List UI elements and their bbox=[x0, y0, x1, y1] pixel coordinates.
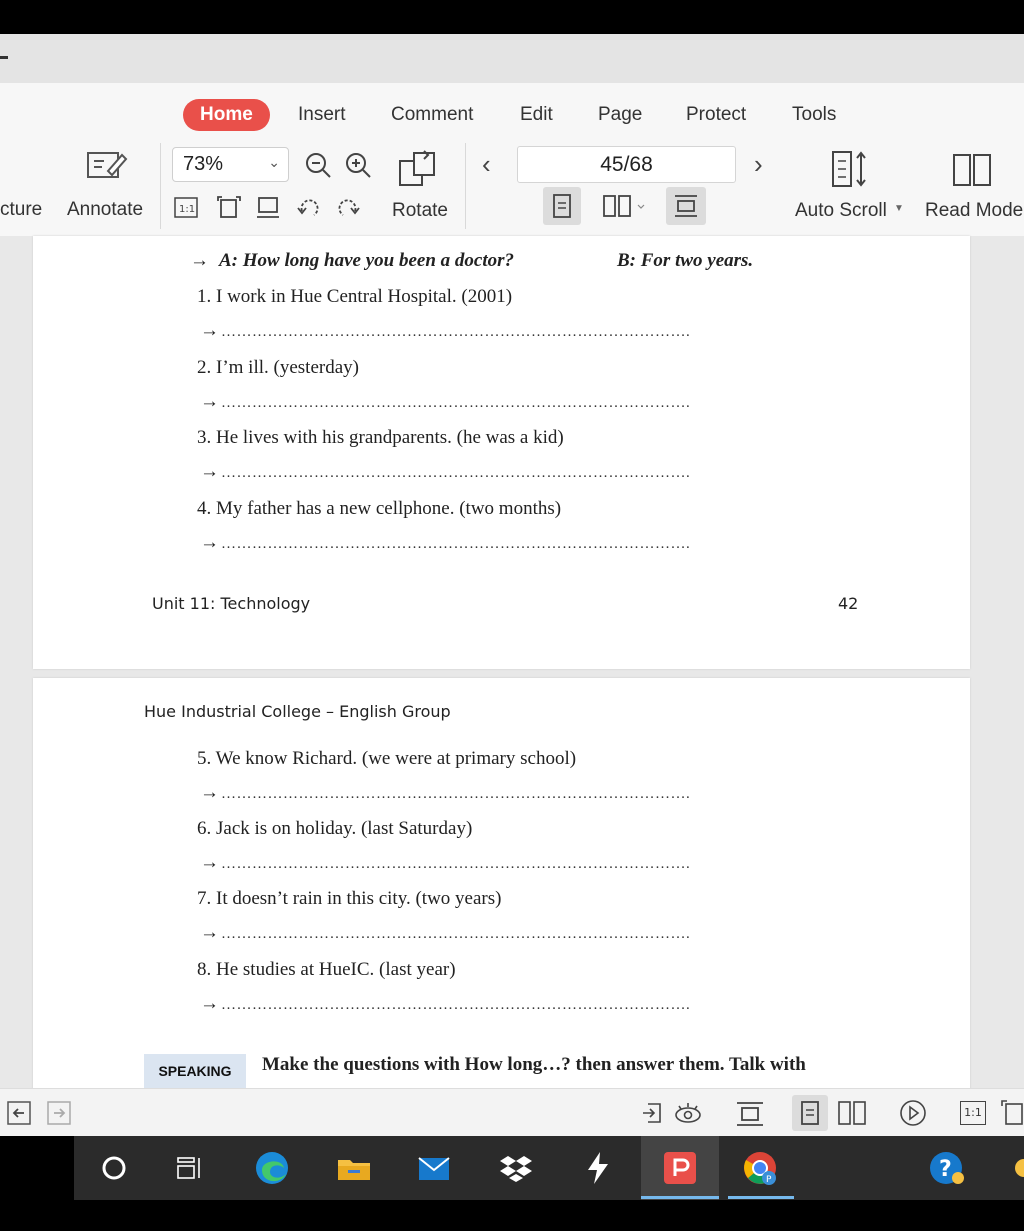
answer-arrow: → bbox=[200, 461, 219, 482]
page-header: Hue Industrial College – English Group bbox=[144, 702, 451, 721]
answer-arrow: → bbox=[200, 782, 219, 803]
file-explorer-icon[interactable] bbox=[336, 1150, 372, 1186]
edge-browser-icon[interactable] bbox=[254, 1150, 290, 1186]
tab-edit[interactable]: Edit bbox=[520, 104, 553, 125]
answer-line[interactable]: ………………………………………………………………………………. bbox=[221, 536, 691, 552]
example-arrow: → bbox=[190, 250, 209, 271]
chrome-icon[interactable] bbox=[742, 1150, 778, 1186]
answer-arrow: → bbox=[200, 320, 219, 341]
exercise-item-6: 6. Jack is on holiday. (last Saturday) bbox=[197, 818, 473, 839]
svg-text:1:1: 1:1 bbox=[179, 204, 196, 215]
exercise-item-5: 5. We know Richard. (we were at primary school) bbox=[197, 748, 577, 769]
exercise-item-2: 2. I’m ill. (yesterday) bbox=[197, 357, 359, 378]
exercise-item-8: 8. He studies at HueIC. (last year) bbox=[197, 959, 456, 980]
window-dash bbox=[0, 56, 8, 59]
chevron-down-icon: ⌄ bbox=[268, 154, 280, 170]
actual-size-button[interactable]: 1:1 bbox=[960, 1101, 986, 1125]
answer-line[interactable]: ………………………………………………………………………………. bbox=[221, 856, 691, 872]
rotate-left-icon[interactable] bbox=[296, 195, 322, 221]
weather-icon[interactable] bbox=[1010, 1150, 1024, 1186]
task-view-icon[interactable] bbox=[172, 1150, 208, 1186]
tab-comment[interactable]: Comment bbox=[391, 104, 474, 125]
answer-line[interactable]: ………………………………………………………………………………. bbox=[221, 465, 691, 481]
single-page-button[interactable] bbox=[543, 187, 581, 225]
answer-arrow: → bbox=[200, 391, 219, 412]
status-bar bbox=[0, 1088, 1024, 1137]
answer-line[interactable]: ………………………………………………………………………………. bbox=[221, 997, 691, 1013]
example-question: A: How long have you been a doctor? bbox=[219, 250, 515, 271]
page-number-field[interactable]: 45/68 bbox=[517, 146, 736, 183]
speaking-instruction: Make the questions with How long…? then answer them. Talk with bbox=[262, 1054, 806, 1075]
auto-scroll-label[interactable]: Auto Scroll bbox=[795, 200, 887, 221]
page-footer-unit: Unit 11: Technology bbox=[152, 594, 311, 613]
exercise-item-7: 7. It doesn’t rain in this city. (two years) bbox=[197, 888, 502, 909]
read-mode-label[interactable]: Read Mode bbox=[925, 200, 1024, 221]
tab-protect[interactable]: Protect bbox=[686, 104, 747, 125]
exit-icon[interactable] bbox=[640, 1100, 664, 1126]
zoom-value: 73% bbox=[183, 153, 224, 175]
search-circle-icon[interactable] bbox=[96, 1150, 132, 1186]
exercise-item-4: 4. My father has a new cellphone. (two months) bbox=[197, 498, 562, 519]
answer-line[interactable]: ………………………………………………………………………………. bbox=[221, 395, 691, 411]
answer-arrow: → bbox=[200, 532, 219, 553]
separator bbox=[465, 143, 466, 229]
title-bar bbox=[0, 34, 1024, 83]
single-page-icon bbox=[543, 187, 581, 225]
document-area bbox=[0, 236, 1024, 1088]
answer-arrow: → bbox=[200, 852, 219, 873]
fit-width-icon[interactable] bbox=[255, 195, 281, 221]
annotate-label[interactable]: Annotate bbox=[67, 199, 144, 220]
single-page-button[interactable] bbox=[792, 1095, 828, 1131]
tab-home[interactable]: Home bbox=[183, 99, 270, 131]
chevron-down-icon[interactable]: ▼ bbox=[894, 203, 904, 214]
rotate-label[interactable]: Rotate bbox=[392, 200, 448, 221]
lightning-app-icon[interactable] bbox=[580, 1150, 616, 1186]
running-indicator bbox=[728, 1196, 794, 1199]
answer-arrow: → bbox=[200, 993, 219, 1014]
read-mode-icon[interactable] bbox=[950, 151, 994, 189]
active-indicator bbox=[641, 1196, 719, 1199]
tab-insert[interactable]: Insert bbox=[298, 104, 346, 125]
eye-protection-icon[interactable] bbox=[673, 1099, 703, 1127]
single-page-icon bbox=[792, 1095, 828, 1131]
exercise-item-1: 1. I work in Hue Central Hospital. (2001) bbox=[197, 286, 513, 307]
pdf-page-42 bbox=[33, 236, 970, 669]
start-area bbox=[0, 1136, 74, 1200]
answer-line[interactable]: ………………………………………………………………………………. bbox=[221, 926, 691, 942]
mail-icon[interactable] bbox=[416, 1150, 452, 1186]
double-page-icon[interactable] bbox=[600, 193, 648, 221]
pdf-reader-icon[interactable] bbox=[662, 1150, 698, 1186]
example-answer: B: For two years. bbox=[617, 250, 754, 271]
ribbon bbox=[0, 83, 1024, 237]
continuous-scroll-icon[interactable] bbox=[733, 1099, 767, 1129]
zoom-out-icon[interactable] bbox=[303, 150, 333, 180]
actual-size-icon[interactable] bbox=[174, 197, 200, 219]
forward-arrow-icon[interactable] bbox=[47, 1101, 71, 1125]
exercise-item-3: 3. He lives with his grandparents. (he was a kid) bbox=[197, 427, 564, 448]
play-icon[interactable] bbox=[899, 1099, 927, 1127]
auto-scroll-icon[interactable] bbox=[830, 149, 870, 189]
page-number: 42 bbox=[838, 594, 859, 613]
next-page-icon[interactable]: › bbox=[754, 149, 763, 179]
fit-page-icon[interactable] bbox=[216, 195, 242, 221]
annotate-icon[interactable] bbox=[86, 149, 128, 185]
continuous-scroll-button[interactable] bbox=[666, 187, 706, 225]
rotate-right-icon[interactable] bbox=[335, 195, 361, 221]
speaking-badge: SPEAKING bbox=[144, 1054, 246, 1088]
answer-arrow: → bbox=[200, 922, 219, 943]
rotate-icon[interactable] bbox=[398, 149, 440, 189]
svg-text:?: ? bbox=[939, 1157, 952, 1182]
tab-tools[interactable]: Tools bbox=[792, 104, 837, 125]
zoom-select[interactable] bbox=[172, 147, 289, 182]
svg-text:P: P bbox=[766, 1175, 772, 1185]
picture-button-label[interactable]: cture bbox=[0, 199, 43, 220]
prev-page-icon[interactable]: ‹ bbox=[482, 149, 491, 179]
tab-page[interactable]: Page bbox=[598, 104, 643, 125]
pdf-page-43 bbox=[33, 678, 970, 1098]
zoom-in-icon[interactable] bbox=[343, 150, 373, 180]
continuous-scroll-icon bbox=[666, 187, 706, 225]
back-arrow-icon[interactable] bbox=[7, 1101, 31, 1125]
separator bbox=[160, 143, 161, 229]
help-icon[interactable] bbox=[928, 1150, 964, 1186]
answer-line[interactable]: ………………………………………………………………………………. bbox=[221, 786, 691, 802]
double-page-icon[interactable] bbox=[836, 1099, 868, 1127]
answer-line[interactable]: ………………………………………………………………………………. bbox=[221, 324, 691, 340]
dropbox-icon[interactable] bbox=[498, 1150, 534, 1186]
fit-page-icon[interactable] bbox=[1000, 1099, 1024, 1127]
